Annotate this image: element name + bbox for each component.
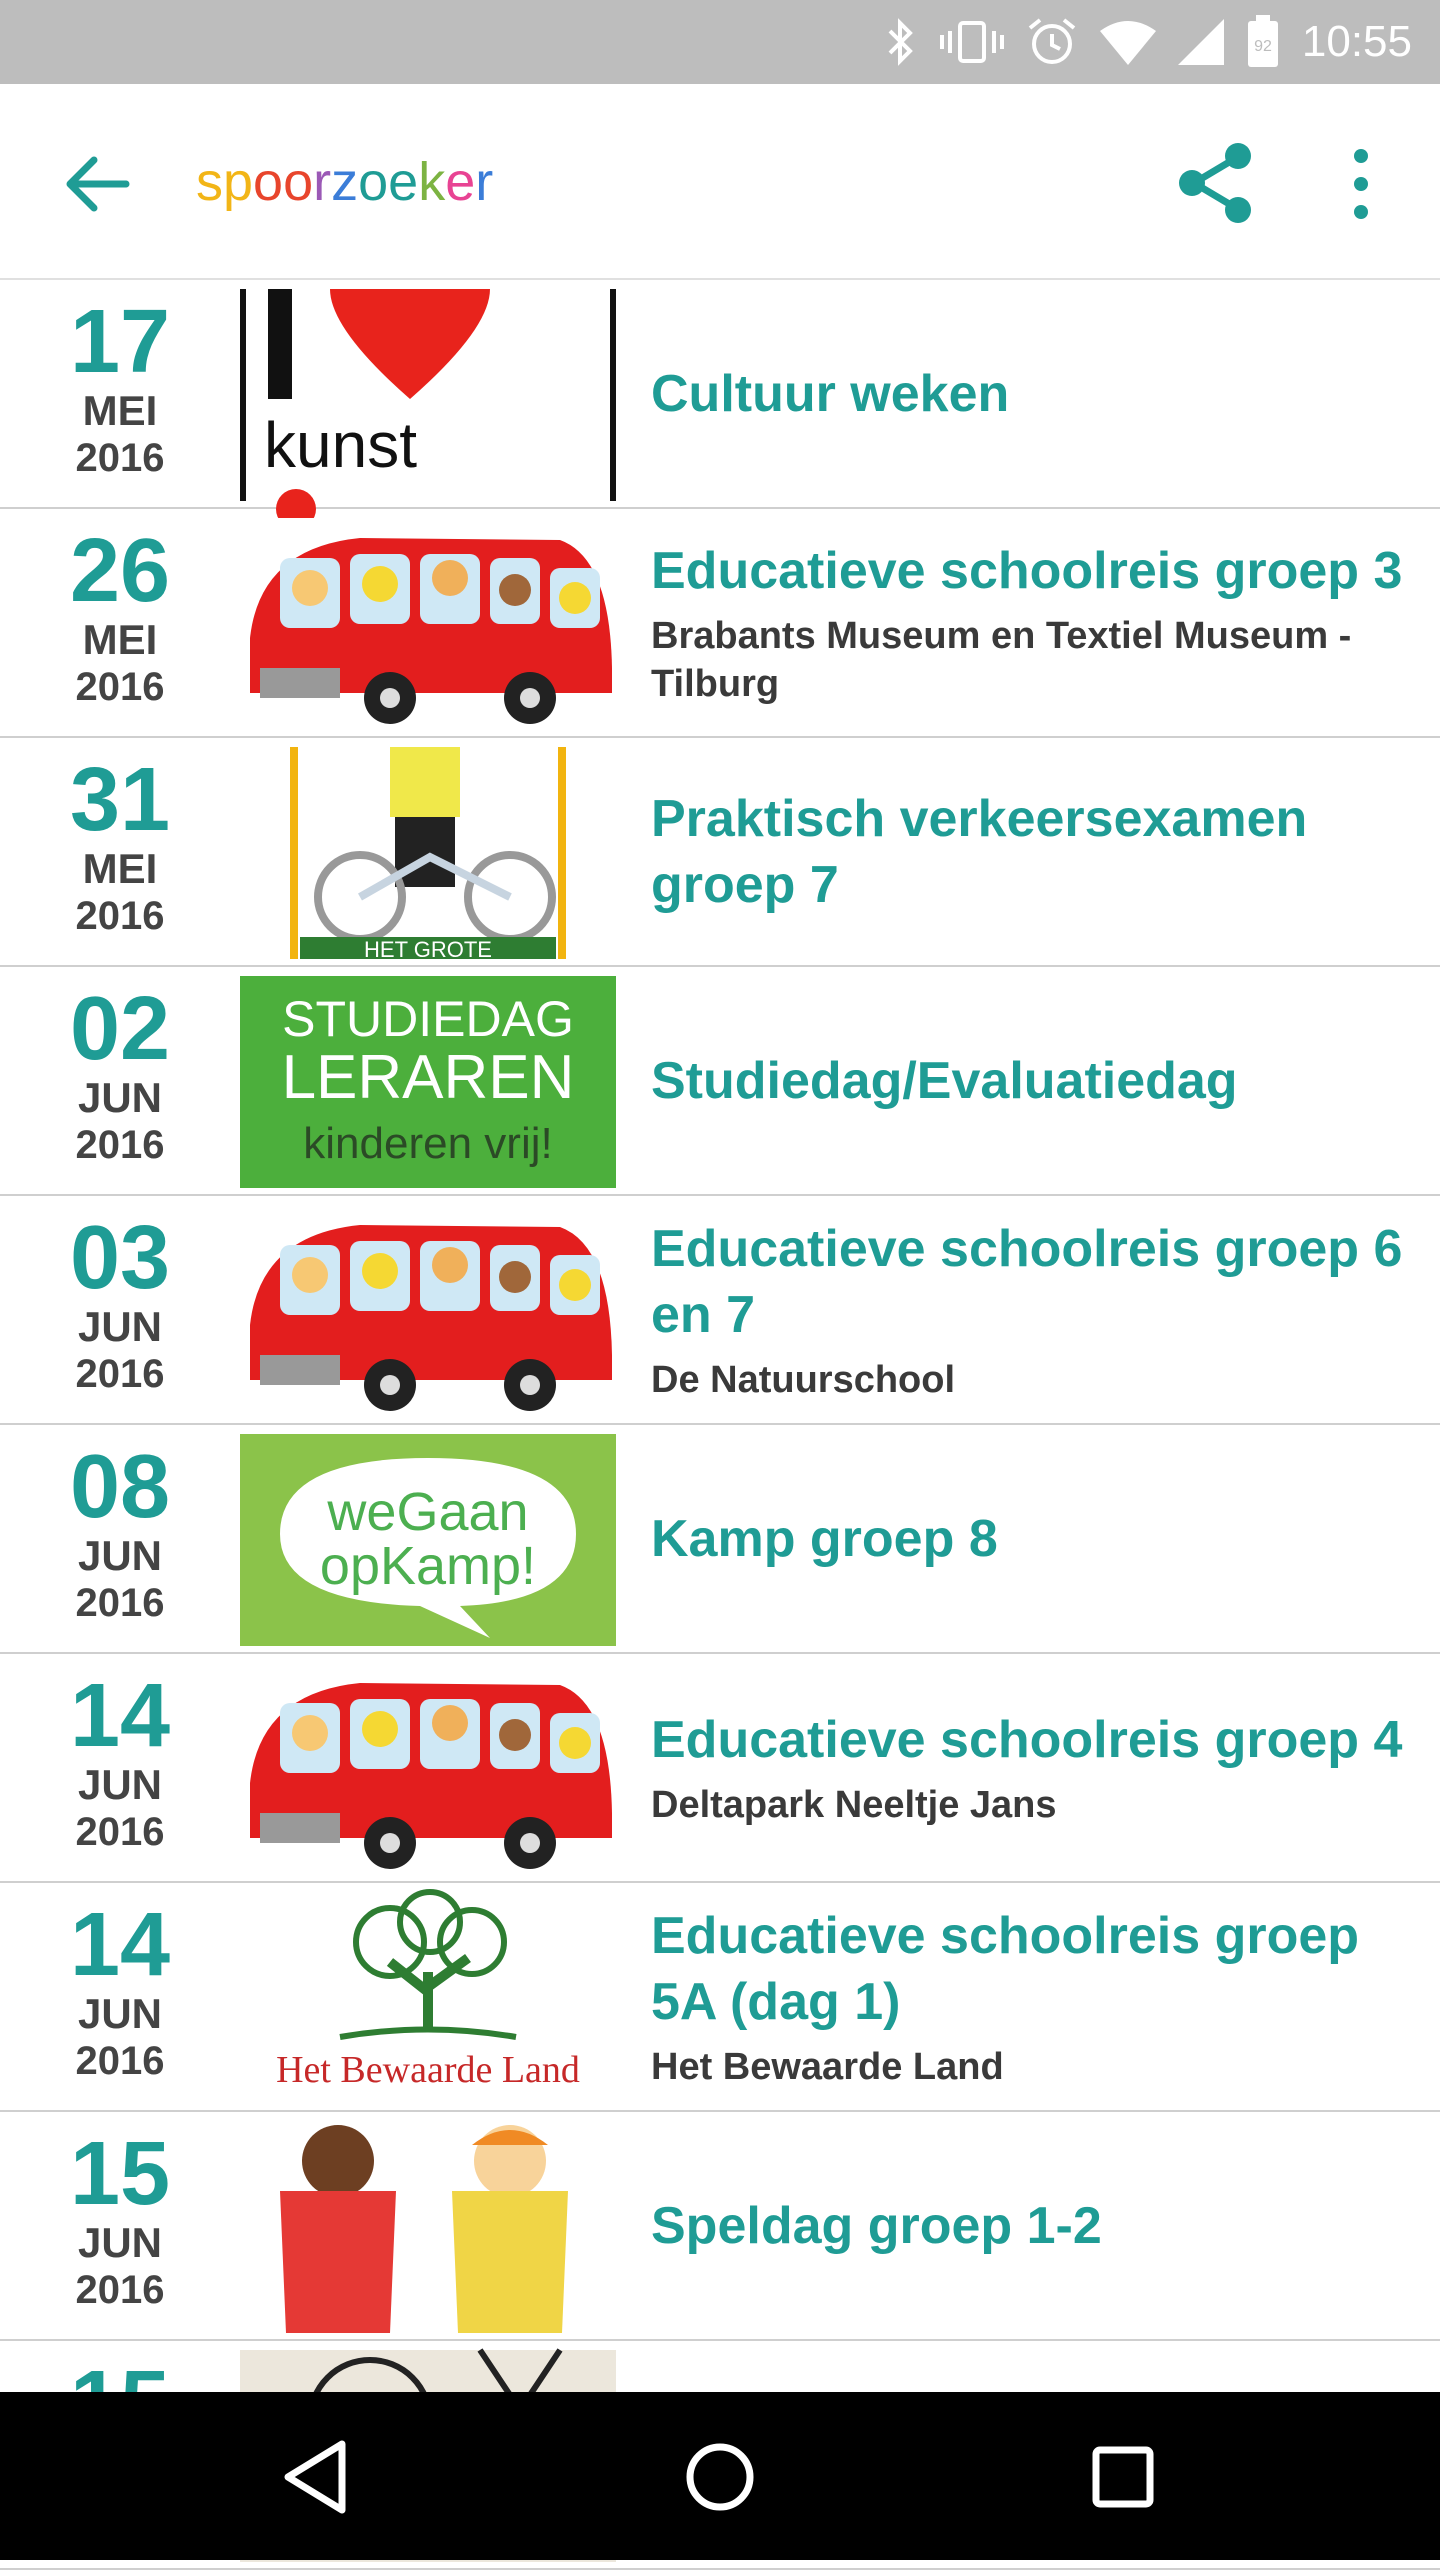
event-title: Cultuur weken [651,364,1010,423]
event-row[interactable] [0,1196,1440,1425]
verkeer-text: HET GROTE [364,937,492,962]
event-row[interactable] [0,1425,1440,1654]
wifi-icon [1100,19,1156,65]
event-title: Speldag groep 1-2 [651,2196,1102,2255]
back-triangle-icon[interactable] [272,2432,362,2522]
event-day: 31 [69,750,171,850]
event-year: 2016 [75,1581,165,1625]
battery-icon [1246,15,1280,69]
event-row[interactable] [0,509,1440,738]
kamp-line1: weGaan [327,1482,529,1542]
event-year: 2016 [75,2268,165,2312]
event-day: 17 [69,292,171,392]
event-day: 14 [69,1666,171,1766]
event-date [40,292,200,482]
event-location: Brabants Museum en Textiel Museum - Tilburg [651,614,1352,705]
share-icon[interactable] [1170,138,1260,228]
event-month: JUN [77,1532,163,1579]
vibrate-icon [940,17,1004,67]
event-title: Educatieve schoolreis groep 5A (dag 1) [651,1906,1360,2031]
event-location: Het Bewaarde Land [651,2045,1004,2088]
event-date [40,1437,200,1627]
kamp-line2: opKamp! [319,1536,537,1596]
bluetooth-icon [882,17,918,67]
status-bar [0,0,1440,84]
recents-square-icon[interactable] [1078,2432,1168,2522]
studiedag-line1: STUDIEDAG [282,991,574,1047]
event-year: 2016 [75,1123,165,1167]
event-year: 2016 [75,1810,165,1854]
event-day: 14 [69,1895,171,1995]
battery-level: 92 [1253,38,1272,55]
clock: 10:55 [1301,17,1412,66]
event-month: MEI [82,387,158,434]
event-day: 08 [69,1437,171,1537]
event-image-verkeersexamen [240,747,616,962]
logo-text: spoorzoeker [196,152,494,212]
event-title: Educatieve schoolreis groep 3 [651,541,1403,600]
event-day: 26 [69,521,171,621]
event-title: Kamp groep 8 [651,1509,998,1568]
event-row[interactable] [0,2112,1440,2341]
event-year: 2016 [75,436,165,480]
event-image-sack-race-kids [240,2121,616,2333]
event-title: Educatieve schoolreis groep 4 [651,1710,1403,1769]
event-month: MEI [82,616,158,663]
event-row[interactable] [0,967,1440,1196]
event-day: 15 [69,2124,171,2224]
event-day: 03 [69,1208,171,1308]
event-date [40,750,200,940]
event-title: Studiedag/Evaluatiedag [651,1051,1238,1110]
event-month: JUN [77,1990,163,2037]
event-date [40,1666,200,1856]
app-bar [0,84,1440,280]
event-month: JUN [77,1074,163,1121]
bewaarde-text: Het Bewaarde Land [276,2049,580,2091]
event-list [0,280,1440,2392]
event-image-we-gaan-op-kamp [240,1434,616,1646]
event-image-school-bus [240,1205,616,1417]
event-image-school-bus [240,1663,616,1875]
event-year: 2016 [75,894,165,938]
more-options-icon[interactable] [1336,144,1386,224]
event-image-studiedag-leraren [240,976,616,1188]
event-title: Praktisch verkeersexamen groep 7 [651,789,1308,914]
home-circle-icon[interactable] [675,2432,765,2522]
event-image-i-love-kunst [240,289,616,501]
event-month: MEI [82,845,158,892]
event-year: 2016 [75,2039,165,2083]
event-row[interactable] [0,738,1440,967]
studiedag-line2: LERAREN [281,1043,575,1112]
app-logo [196,148,516,228]
event-row[interactable] [0,1654,1440,1883]
event-location: De Natuurschool [651,1358,956,1401]
signal-icon [1178,19,1224,65]
event-location: Deltapark Neeltje Jans [651,1783,1057,1826]
event-month: JUN [77,1761,163,1808]
event-row[interactable] [0,1883,1440,2112]
event-date [40,521,200,711]
event-year: 2016 [75,1352,165,1396]
event-date [40,1208,200,1398]
event-year: 2016 [75,665,165,709]
event-day: 02 [69,979,171,1079]
event-month: JUN [77,1303,163,1350]
back-arrow-icon[interactable] [56,144,136,224]
studiedag-line3: kinderen vrij! [303,1119,553,1168]
event-image-school-bus [240,518,616,730]
event-date [40,1895,200,2085]
event-month: JUN [77,2219,163,2266]
event-date [40,979,200,1169]
kunst-text: kunst [264,409,417,481]
system-nav-bar [0,2392,1440,2560]
alarm-icon [1026,16,1078,68]
event-image-het-bewaarde-land [240,1892,616,2104]
event-title: Educatieve schoolreis groep 6 en 7 [651,1219,1403,1344]
event-row[interactable] [0,280,1440,509]
event-date [40,2124,200,2314]
